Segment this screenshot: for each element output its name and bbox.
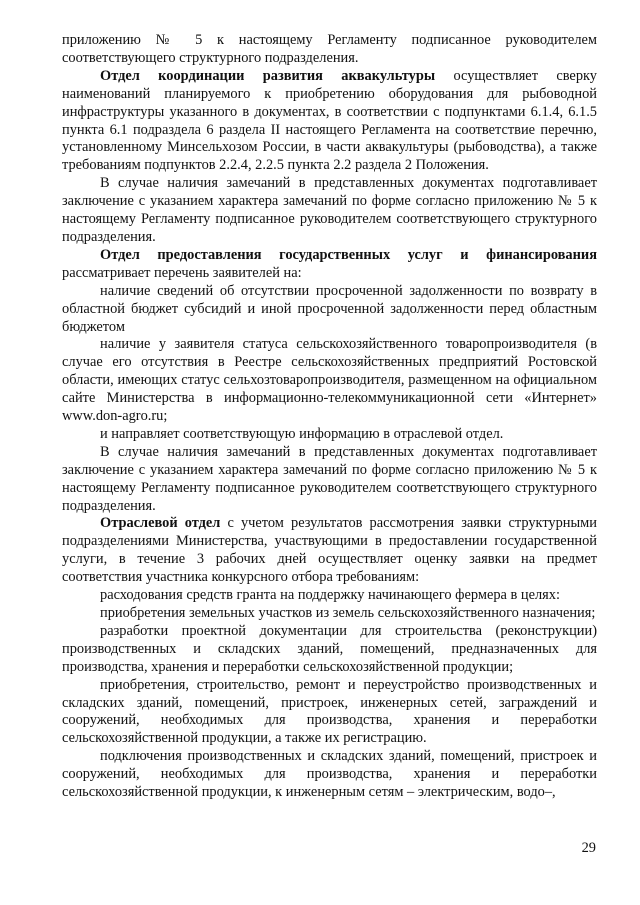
paragraph-text: приобретения, строительство, ремонт и переустройство производственных и складских зданий, помещений, пристроек, инженерных сетей, заграждений и сооружений, необходимых для производства, хранения и переработки сельскохозяйственной продукции, а также их регистрацию. [62,676,597,747]
paragraph-text: с учетом результатов рассмотрения заявки структурными подразделениями Министерства, участвующими в предоставлении государственной услуги, в течение 3 рабочих дней осуществляет оценку заявки на предмет соответствия участника конкурсного отбора требованиям: [62,515,597,586]
document-page [62,32,597,802]
paragraph-text: приложению № 5 к настоящему Регламенту подписанное руководителем соответствующего структурного подразделения. [62,32,597,66]
bold-heading: Отраслевой отдел [100,515,221,532]
paragraph-text: наличие сведений об отсутствии просроченной задолженности по возврату в областной бюджет субсидий и иной просроченной задолженности перед областным бюджетом [62,282,597,335]
paragraph-p10 [62,587,597,605]
paragraph-p8 [62,444,597,516]
paragraph-text: рассматривает перечень заявителей на: [62,264,302,281]
bold-heading: Отдел предоставления государственных услуг и финансирования [100,246,597,263]
paragraph-p11 [62,605,597,623]
paragraph-text: разработки проектной документации для строительства (реконструкции) производственных и складских зданий, помещений, предназначенных для производства, хранения и переработки сельскохозяйственной продукции; [62,622,597,675]
bold-heading: Отдел координации развития аквакультуры [100,67,436,84]
paragraph-text: подключения производственных и складских зданий, помещений, пристроек и сооружений, необходимых для производства, хранения и переработки сельскохозяйственной продукции, к инженерным сетям – электрическим, водо–, [62,748,597,801]
paragraph-p2 [62,68,597,175]
paragraph-p12 [62,623,597,677]
paragraph-p7 [62,426,597,444]
paragraph-p14 [62,748,597,802]
paragraph-p3 [62,175,597,247]
paragraph-text: осуществляет сверку наименований планируемого к приобретению оборудования для рыбоводной инфраструктуры указанного в документах, в соответствии с подпунктами 6.1.4, 6.1.5 пункта 6.1 подраздела 6 раздела II настоящего Регламента на соответствие перечню, установленному Минсельхозом России, в части аквакультуры (рыбоводства), а также требованиям подпунктов 2.2.4, 2.2.5 пункта 2.2 раздела 2 Положения. [62,67,597,174]
paragraph-text: приобретения земельных участков из земель сельскохозяйственного назначения; [100,605,596,621]
paragraph-p6 [62,336,597,426]
paragraph-p4 [62,247,597,283]
paragraph-p13 [62,677,597,749]
paragraph-text: В случае наличия замечаний в представленных документах подготавливает заключение с указанием характера замечаний по форме согласно приложению № 5 к настоящему Регламенту подписанное руководителем соответствующего структурного подразделения. [62,443,597,514]
paragraph-p1 [62,32,597,68]
paragraph-text: наличие у заявителя статуса сельскохозяйственного товаропроизводителя (в случае его отсутствия в Реестре сельскохозяйственных предприятий Ростовской области, имеющих статус сельхозтоваропроизводителя, размещенном на официальном сайте Министерства в информационно-телекоммуникационной сети «Интернет» www.don-agro.ru; [62,336,597,425]
page-number: 29 [581,840,596,856]
paragraph-text: и направляет соответствующую информацию в отраслевой отдел. [100,425,504,442]
paragraph-p9 [62,515,597,587]
paragraph-text: расходования средств гранта на поддержку начинающего фермера в целях: [100,587,560,604]
paragraph-p5 [62,283,597,337]
paragraph-text: В случае наличия замечаний в представленных документах подготавливает заключение с указанием характера замечаний по форме согласно приложению № 5 к настоящему Регламенту подписанное руководителем соответствующего структурного подразделения. [62,175,597,245]
